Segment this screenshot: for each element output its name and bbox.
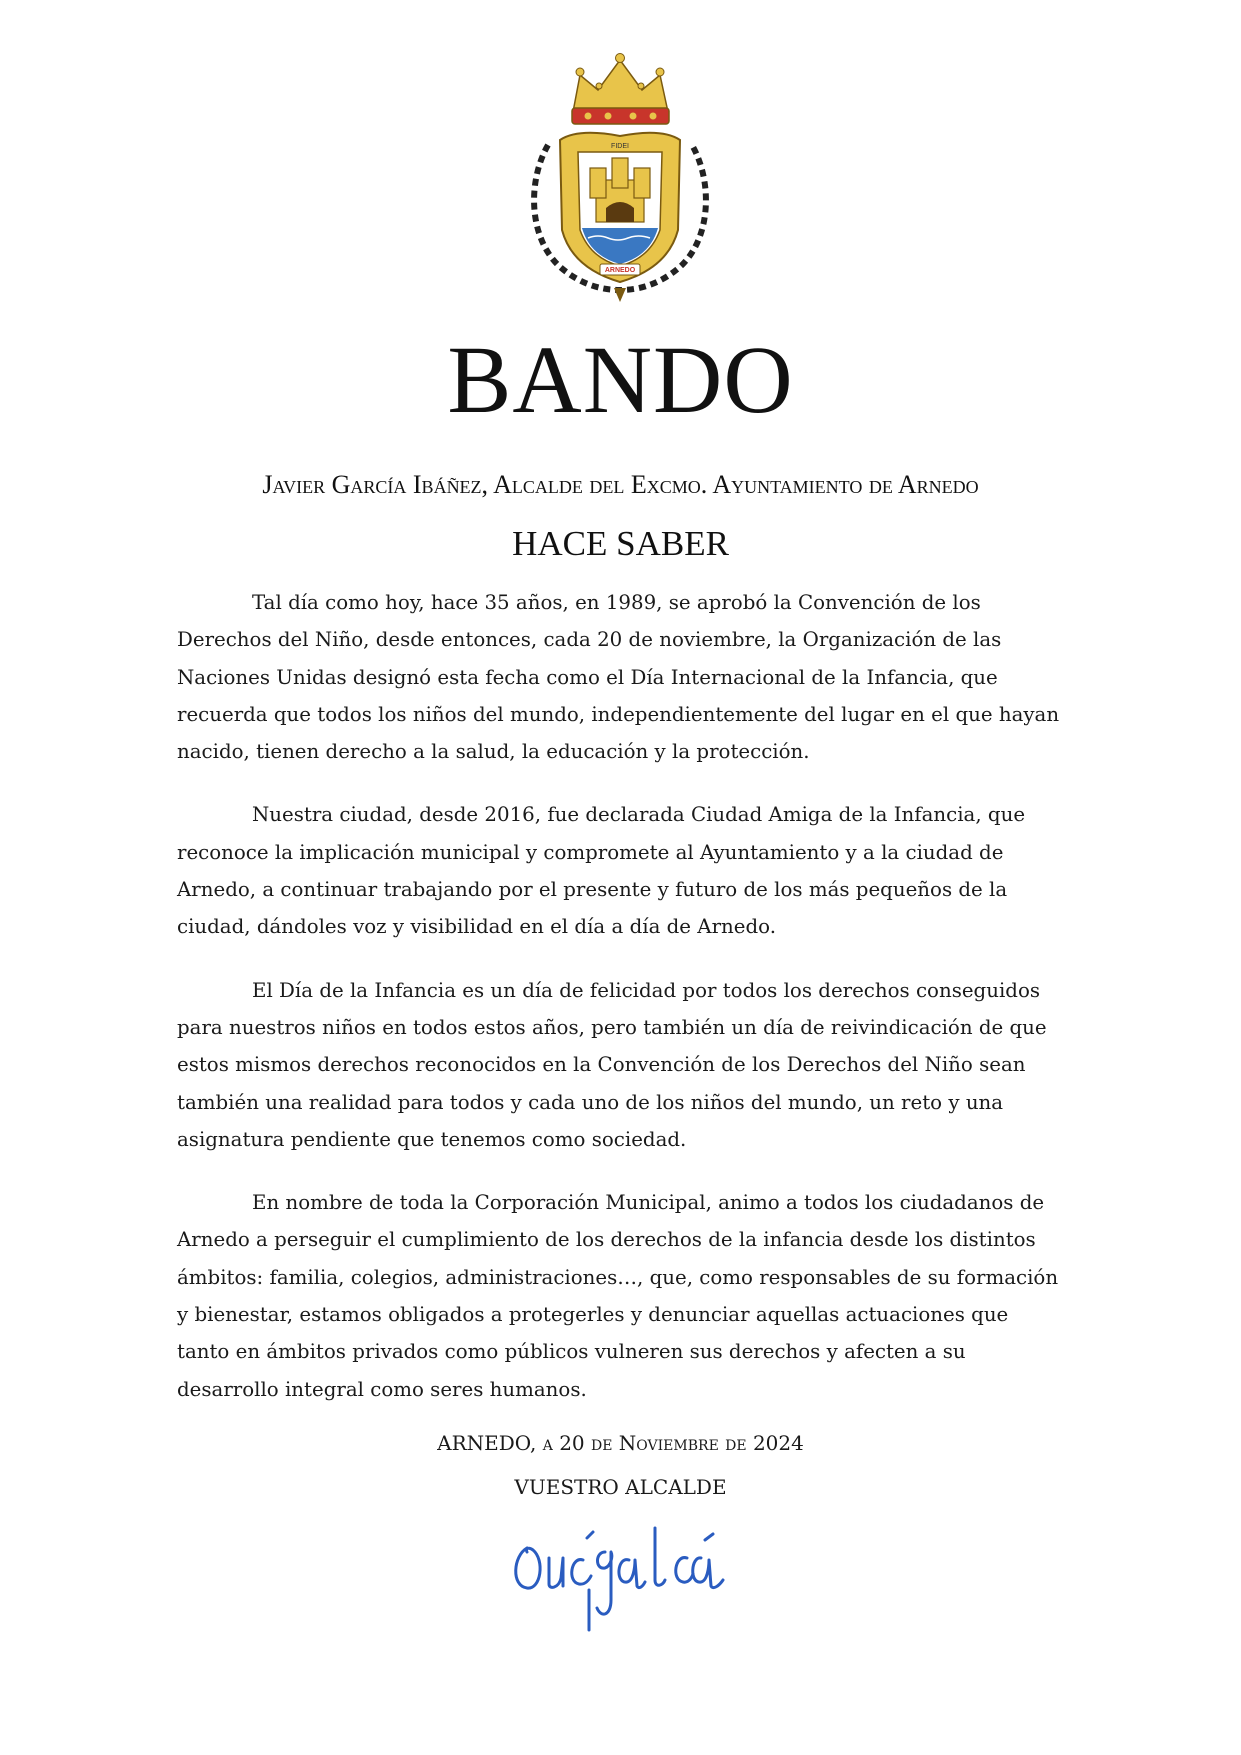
- signer-title: VUESTRO ALCALDE: [514, 1475, 727, 1499]
- crest-motto-top: FIDEI: [611, 143, 629, 150]
- crown-icon: [572, 54, 669, 125]
- body-paragraph: Tal día como hoy, hace 35 años, en 1989, se aprobó la Convención de los Derechos del Niño, desde entonces, cada 20 de noviembre, la Organización de las Naciones Unidas designó esta fecha como el Día Internacional de la Infancia, que recuerda que todos los niños del mundo, independientemente del lugar en el que hayan nacido, tienen derecho a la salud, la educación y la protección.: [177, 591, 1060, 764]
- arnedo-coat-of-arms: [518, 50, 723, 305]
- document-title: BANDO: [447, 326, 794, 433]
- body-paragraph: En nombre de toda la Corporación Municipal, animo a todos los ciudadanos de Arnedo a perseguir el cumplimiento de los derechos de la infancia desde los distintos ámbitos: familia, colegios, administraciones…, que, como responsables de su formación y bienestar, estamos obligados a protegerles y denunciar aquellas actuaciones que tanto en ámbitos privados como públicos vulneren sus derechos y afecten a su desarrollo integral como seres humanos.: [177, 1191, 1059, 1401]
- crest-town-name: ARNEDO: [604, 267, 636, 274]
- mayor-signature: [505, 1508, 735, 1638]
- hace-saber-heading: HACE SABER: [512, 524, 729, 563]
- mayor-subtitle: Javier García Ibáñez, Alcalde del Excmo. Ayuntamiento de Arnedo: [262, 470, 979, 499]
- body-paragraph: Nuestra ciudad, desde 2016, fue declarada Ciudad Amiga de la Infancia, que reconoce la implicación municipal y compromete al Ayuntamiento y a la ciudad de Arnedo, a continuar trabajando por el presente y futuro de los más pequeños de la ciudad, dándoles voz y visibilidad en el día a día de Arnedo.: [177, 803, 1026, 939]
- document-body: [177, 584, 1065, 1434]
- date-line: ARNEDO, a 20 de Noviembre de 2024: [437, 1431, 804, 1455]
- body-paragraph: El Día de la Infancia es un día de felicidad por todos los derechos conseguidos para nuestros niños en todos estos años, pero también un día de reivindicación de que estos mismos derechos reconocidos en la Convención de los Derechos del Niño sean también una realidad para todos y cada uno de los niños del mundo, un reto y una asignatura pendiente que tenemos como sociedad.: [177, 978, 1047, 1151]
